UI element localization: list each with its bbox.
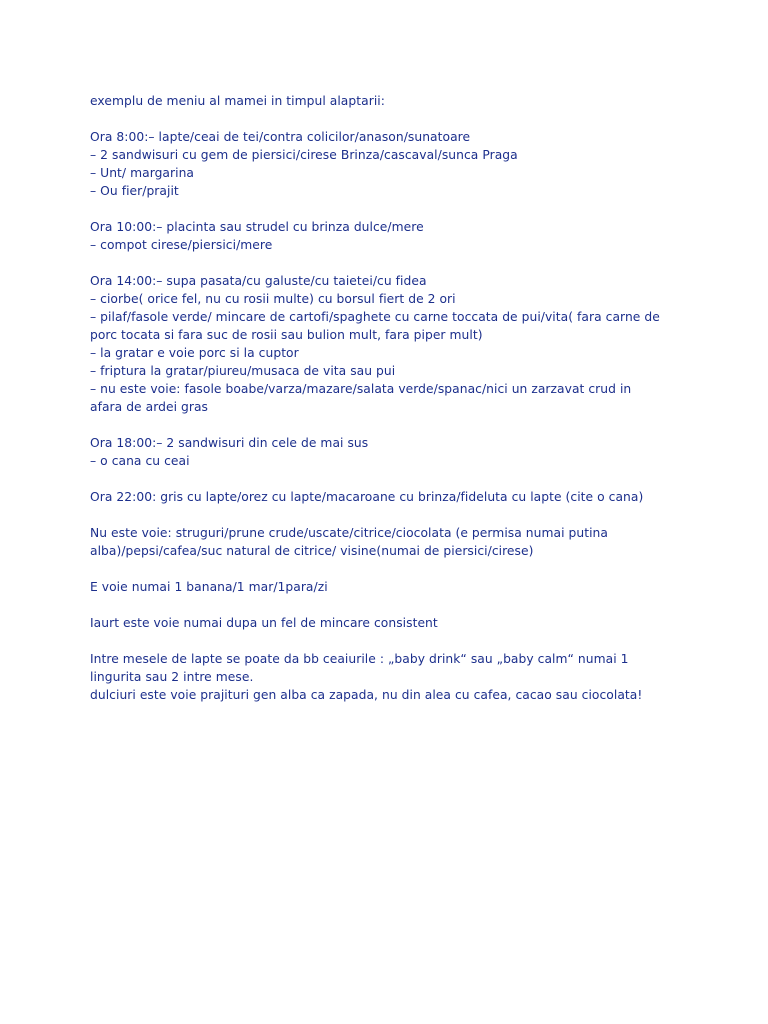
menu-1000-paragraph	[90, 218, 690, 254]
forbidden-foods-paragraph	[90, 524, 690, 560]
text-line: – Ou fier/prajit	[90, 184, 179, 198]
menu-1800-paragraph	[90, 434, 690, 470]
yogurt-paragraph	[90, 614, 690, 632]
text-line: – nu este voie: fasole boabe/varza/mazare/salata verde/spanac/nici un zarzavat crud in	[90, 382, 632, 396]
menu-2200-paragraph	[90, 488, 690, 506]
text-line: Iaurt este voie numai dupa un fel de mincare consistent	[90, 616, 438, 630]
text-line: – pilaf/fasole verde/ mincare de cartofi/spaghete cu carne toccata de pui/vita( fara carne de	[90, 310, 660, 324]
text-line: – ciorbe( orice fel, nu cu rosii multe) cu borsul fiert de 2 ori	[90, 292, 456, 306]
menu-1400-paragraph	[90, 272, 690, 416]
text-line: alba)/pepsi/cafea/suc natural de citrice/ visine(numai de piersici/cirese)	[90, 544, 534, 558]
text-line: – friptura la gratar/piureu/musaca de vita sau pui	[90, 364, 396, 378]
fruit-limit-paragraph	[90, 578, 690, 596]
menu-0800-paragraph	[90, 128, 690, 200]
text-line: porc tocata si fara suc de rosii sau bulion mult, fara piper mult)	[90, 328, 483, 342]
text-line: – compot cirese/piersici/mere	[90, 238, 273, 252]
baby-tea-paragraph	[90, 650, 690, 704]
document-body	[90, 92, 690, 722]
text-line: Ora 10:00:– placinta sau strudel cu brinza dulce/mere	[90, 220, 424, 234]
text-line: – o cana cu ceai	[90, 454, 190, 468]
text-line: Nu este voie: struguri/prune crude/uscate/citrice/ciocolata (e permisa numai putina	[90, 526, 608, 540]
text-line: – Unt/ margarina	[90, 166, 195, 180]
text-line: Ora 14:00:– supa pasata/cu galuste/cu taietei/cu fidea	[90, 274, 427, 288]
title-paragraph	[90, 92, 690, 110]
text-line: lingurita sau 2 intre mese.	[90, 670, 254, 684]
text-line: – 2 sandwisuri cu gem de piersici/cirese Brinza/cascaval/sunca Praga	[90, 148, 518, 162]
text-line: Ora 8:00:– lapte/ceai de tei/contra colicilor/anason/sunatoare	[90, 130, 471, 144]
text-line: E voie numai 1 banana/1 mar/1para/zi	[90, 580, 328, 594]
text-line: exemplu de meniu al mamei in timpul alaptarii:	[90, 94, 385, 108]
text-line: dulciuri este voie prajituri gen alba ca zapada, nu din alea cu cafea, cacao sau ciocolata!	[90, 688, 643, 702]
text-line: Ora 22:00: gris cu lapte/orez cu lapte/macaroane cu brinza/fideluta cu lapte (cite o cana)	[90, 490, 644, 504]
text-line: – la gratar e voie porc si la cuptor	[90, 346, 299, 360]
text-line: afara de ardei gras	[90, 400, 209, 414]
text-line: Ora 18:00:– 2 sandwisuri din cele de mai sus	[90, 436, 369, 450]
text-line: Intre mesele de lapte se poate da bb ceaiurile : „baby drink“ sau „baby calm“ numai 1	[90, 652, 629, 666]
